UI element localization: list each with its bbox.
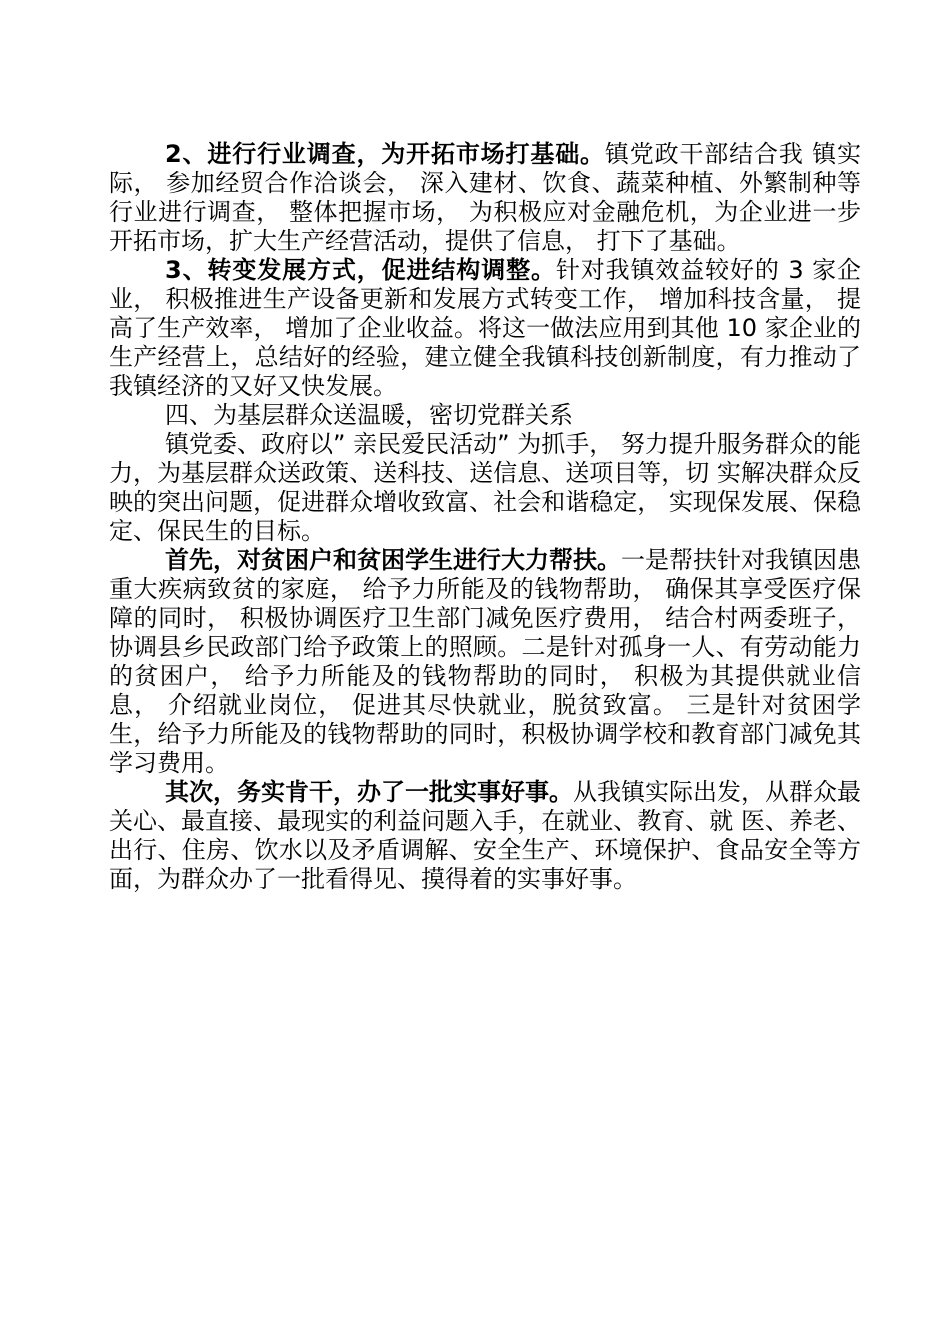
paragraph-lead: 2、进行行业调查，为开拓市场打基础。 bbox=[165, 140, 605, 168]
paragraph-text: 针对我镇效益较好的 3 家企业， 积极推进生产设备更新和发展方式转变工作， 增加科技含量， 提高了生产效率， 增加了企业收益。将这一做法应用到其他 10 家企业的生产经营上，总结好的经验，建立健全我镇科技创新制度，有力推动了我镇经济的又好又快发展。 bbox=[109, 256, 861, 400]
paragraph-practical-deeds bbox=[109, 778, 861, 894]
paragraph-intro: 镇党委、政府以” 亲民爱民活动” 为抓手， 努力提升服务群众的能力，为基层群众送政策、送科技、送信息、送项目等，切 实解决群众反映的突出问题，促进群众增收致富、社会和谐稳定， 实现保发展、保稳定、保民生的目标。 bbox=[109, 430, 861, 545]
paragraph-lead: 其次，务实肯干，办了一批实事好事。 bbox=[165, 778, 573, 806]
paragraph-lead: 3、转变发展方式，促进结构调整。 bbox=[165, 256, 556, 284]
paragraph-poverty-assistance bbox=[109, 546, 861, 778]
paragraph-lead: 首先，对贫困户和贫困学生进行大力帮扶。 bbox=[165, 546, 621, 574]
paragraph-text: 一是帮扶针对我镇因患重大疾病致贫的家庭， 给予力所能及的钱物帮助， 确保其享受医疗保障的同时， 积极协调医疗卫生部门减免医疗费用， 结合村两委班子， 协调县乡民政部门给予政策上的照顾。二是针对孤身一人、有劳动能力的贫困户， 给予力所能及的钱物帮助的同时， 积极为其提供就业信息， 介绍就业岗位， 促进其尽快就业，脱贫致富。 三是针对贫困学生，给予力所能及的钱物帮助的同时，积极协调学校和教育部门减免其学习费用。 bbox=[109, 546, 861, 777]
paragraph-market-survey bbox=[109, 140, 861, 256]
paragraph-text: 从我镇实际出发，从群众最关心、最直接、最现实的利益问题入手，在就业、教育、就 医、养老、出行、住房、饮水以及矛盾调解、安全生产、环境保护、食品安全等方面，为群众办了一批看得见、摸得着的实事好事。 bbox=[109, 778, 861, 893]
document-body bbox=[109, 140, 861, 894]
paragraph-text: 镇党政干部结合我 镇实际， 参加经贸合作洽谈会， 深入建材、饮食、蔬菜种植、外繁制种等行业进行调查， 整体把握市场， 为积极应对金融危机，为企业进一步开拓市场，扩大生产经营活动，提供了信息， 打下了基础。 bbox=[109, 140, 861, 255]
section-heading: 四、为基层群众送温暖，密切党群关系 bbox=[165, 401, 573, 429]
paragraph-development-mode bbox=[109, 256, 861, 401]
